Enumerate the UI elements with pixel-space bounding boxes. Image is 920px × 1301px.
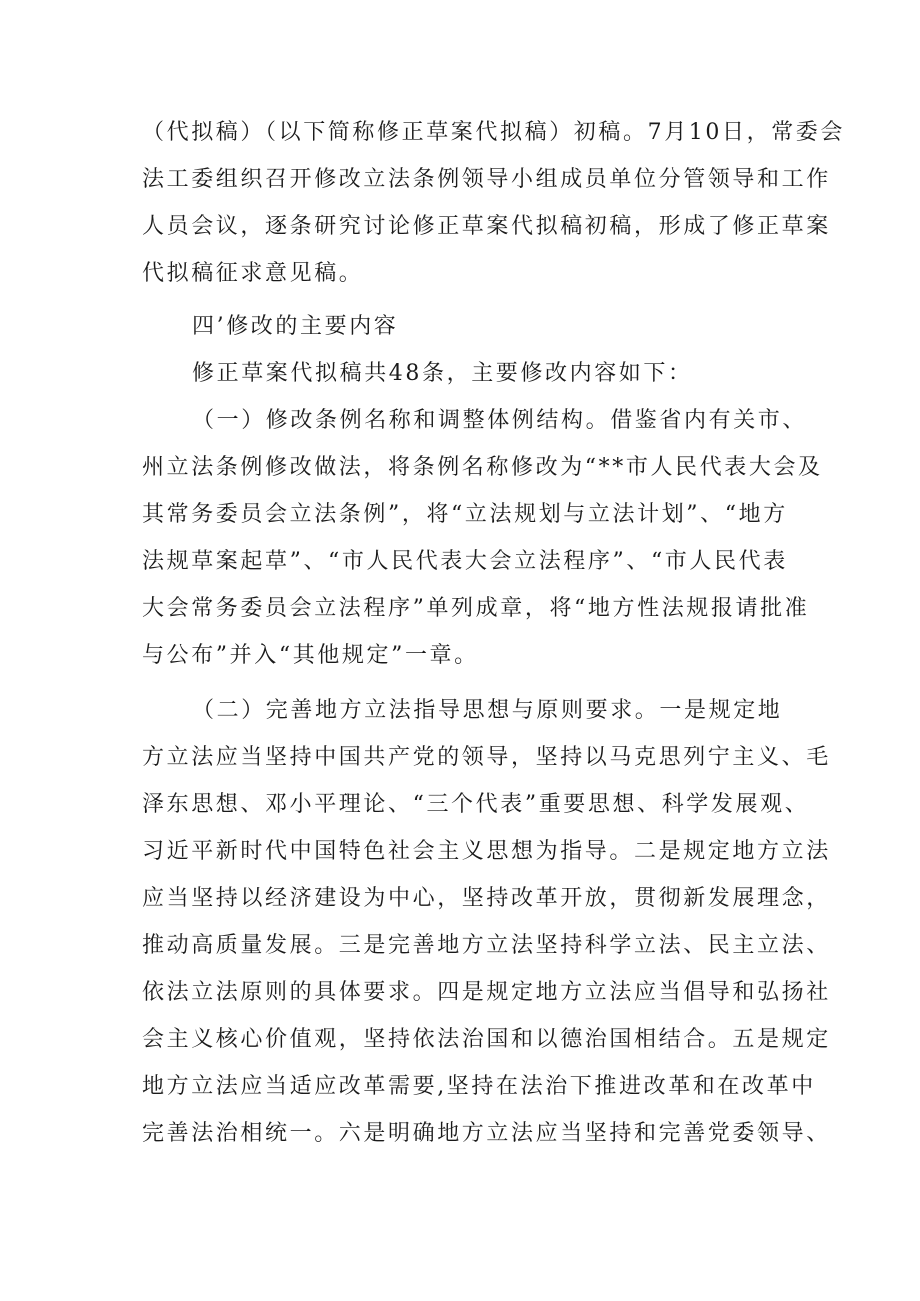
text-line: 会主义核心价值观，坚持依法治国和以德治国相结合。五是规定 — [142, 1027, 831, 1052]
text-line: （一）修改条例名称和调整体例结构。借鉴省内有关市、 — [192, 408, 808, 433]
text-line: 州立法条例修改做法，将条例名称修改为“**市人民代表大会及 — [142, 455, 823, 480]
text-line: 推动高质量发展。三是完善地方立法坚持科学立法、民主立法、 — [142, 933, 831, 958]
text-line: 其常务委员会立法条例”，将“立法规划与立法计划”、“地方 — [142, 502, 788, 527]
text-line: 完善法治相统一。六是明确地方立法应当坚持和完善党委领导、 — [142, 1121, 831, 1146]
text-line: 泽东思想、邓小平理论、“三个代表”重要思想、科学发展观、 — [142, 792, 810, 817]
text-line: 法工委组织召开修改立法条例领导小组成员单位分管领导和工作 — [142, 167, 831, 192]
text-line: 人员会议，逐条研究讨论修正草案代拟稿初稿，形成了修正草案 — [142, 214, 831, 239]
section-heading: 四’修改的主要内容 — [192, 314, 399, 339]
text-line: 方立法应当坚持中国共产党的领导，坚持以马克思列宁主义、毛 — [142, 745, 831, 770]
text-line: 应当坚持以经济建设为中心，坚持改革开放，贯彻新发展理念， — [142, 886, 831, 911]
text-line: 地方立法应当适应改革需要,坚持在法治下推进改革和在改革中 — [142, 1074, 816, 1099]
text-line: 法规草案起草”、“市人民代表大会立法程序”、“市人民代表 — [142, 549, 788, 574]
text-line: （代拟稿）（以下简称修正草案代拟稿）初稿。7月10日，常委会 — [142, 120, 845, 145]
text-line: 与公布”并入“其他规定”一章。 — [142, 643, 479, 668]
section-heading-block — [142, 303, 782, 350]
text-line: （二）完善地方立法指导思想与原则要求。一是规定地 — [192, 698, 783, 723]
paragraph-1 — [142, 109, 845, 297]
text-line: 习近平新时代中国特色社会主义思想为指导。二是规定地方立法 — [142, 839, 831, 864]
text-line: 代拟稿征求意见稿。 — [142, 261, 364, 286]
item-2 — [142, 687, 831, 1157]
intro-block — [142, 350, 782, 397]
text-line: 大会常务委员会立法程序”单列成章，将“地方性法规报请批准 — [142, 596, 810, 621]
intro-line: 修正草案代拟稿共48条，主要修改内容如下： — [192, 361, 693, 386]
item-1 — [142, 397, 823, 679]
text-line: 依法立法原则的具体要求。四是规定地方立法应当倡导和弘扬社 — [142, 980, 831, 1005]
